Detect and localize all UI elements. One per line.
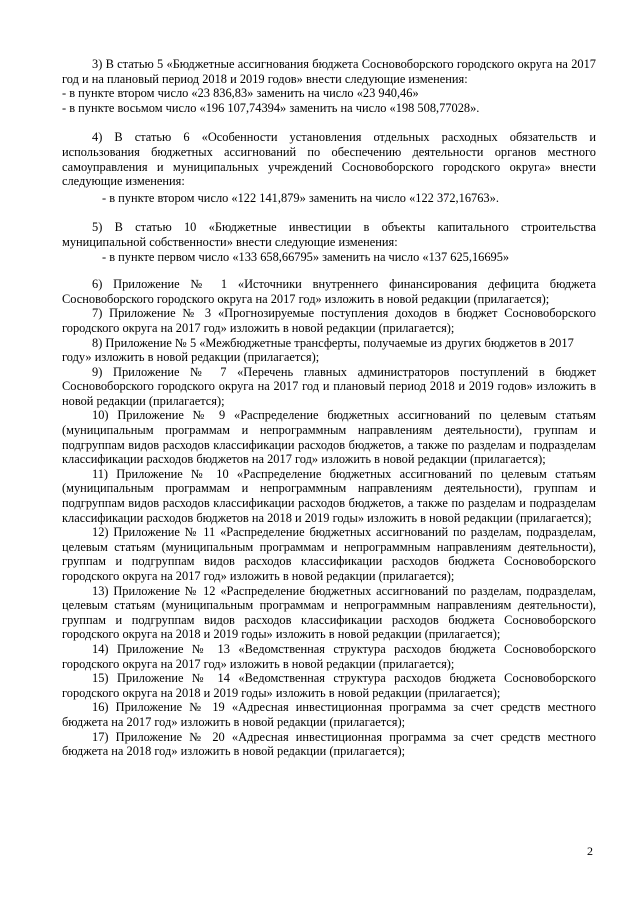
list-item-16: 16) Приложение № 19 «Адресная инвестиционная программа за счет средств местного бюджета на 2017 год» изложить в новой редакции (прилагается); xyxy=(62,700,596,729)
document-page xyxy=(62,57,596,759)
list-item-10: 10) Приложение № 9 «Распределение бюджетных ассигнований по целевым статьям (муниципальным программам и непрограммным направлениям деятельности), группам и подгруппам видов расходов классификации расходов бюджетов, а также по разделам и подразделам классификации расходов бюджетов на 2017 год» изложить в новой редакции (прилагается); xyxy=(62,408,596,467)
list-item-11: 11) Приложение № 10 «Распределение бюджетных ассигнований по целевым статьям (муниципальным программам и непрограммным направлениям деятельности), группам и подгруппам видов расходов классификации расходов бюджетов, а также по разделам и подразделам классификации расходов бюджетов на 2018 и 2019 годы» изложить в новой редакции (прилагается); xyxy=(62,466,596,525)
section-item-4-line-1: - в пункте втором число «122 141,879» заменить на число «122 372,16763». xyxy=(102,190,499,205)
section-item-5-line-1: - в пункте первом число «133 658,66795» заменить на число «137 625,16695» xyxy=(102,249,510,264)
list-item-6: 6) Приложение № 1 «Источники внутреннего финансирования дефицита бюджета Сосновоборского городского округа на 2017 год» изложить в новой редакции (прилагается); xyxy=(62,277,596,306)
section-item-5-intro: 5) В статью 10 «Бюджетные инвестиции в объекты капитального строительства муниципальной собственности» внести следующие изменения: xyxy=(62,220,596,249)
list-item-8: 8) Приложение № 5 «Межбюджетные трансферты, получаемые из других бюджетов в 2017 году» изложить в новой редакции (прилагается); xyxy=(62,335,574,365)
list-item-12: 12) Приложение № 11 «Распределение бюджетных ассигнований по разделам, подразделам, целевым статьям (муниципальным программам и непрограммным направлениям деятельности), группам и подгруппам видов расходов классификации расходов бюджета Сосновоборского городского округа на 2017 год» изложить в новой редакции (прилагается); xyxy=(62,525,596,583)
section-item-3-line-2: - в пункте восьмом число «196 107,74394» заменить на число «198 508,77028». xyxy=(62,100,480,115)
list-item-9: 9) Приложение № 7 «Перечень главных администраторов поступлений в бюджет Сосновоборского городского округа на 2017 год и плановый период 2018 и 2019 годов» изложить в новой редакции (прилагается); xyxy=(62,364,596,408)
list-item-15: 15) Приложение № 14 «Ведомственная структура расходов бюджета Сосновоборского городского округа на 2018 и 2019 годы» изложить в новой редакции (прилагается); xyxy=(62,671,596,700)
list-item-17: 17) Приложение № 20 «Адресная инвестиционная программа за счет средств местного бюджета на 2018 год» изложить в новой редакции (прилагается); xyxy=(62,729,596,759)
page-number: 2 xyxy=(587,844,593,858)
list-item-13: 13) Приложение № 12 «Распределение бюджетных ассигнований по разделам, подразделам, целевым статьям (муниципальным программам и непрограммным направлениям деятельности), группам и подгруппам видов расходов классификации расходов бюджета Сосновоборского городского округа на 2018 и 2019 годы» изложить в новой редакции (прилагается); xyxy=(62,583,596,642)
list-item-14: 14) Приложение № 13 «Ведомственная структура расходов бюджета Сосновоборского городского округа на 2017 год» изложить в новой редакции (прилагается); xyxy=(62,641,596,671)
section-item-4-intro: 4) В статью 6 «Особенности установления отдельных расходных обязательств и использования бюджетных ассигнований по обеспечению деятельности органов местного самоуправления и муниципальных учреждений Сосновоборского городского округа» внести следующие изменения: xyxy=(62,130,596,189)
section-item-3-intro: 3) В статью 5 «Бюджетные ассигнования бюджета Сосновоборского городского округа на 2017 год и на плановый период 2018 и 2019 годов» внести следующие изменения: xyxy=(62,57,596,86)
list-item-7: 7) Приложение № 3 «Прогнозируемые поступления доходов в бюджет Сосновоборского городского округа на 2017 год» изложить в новой редакции (прилагается); xyxy=(62,306,596,335)
section-item-3-line-1: - в пункте втором число «23 836,83» заменить на число «23 940,46» xyxy=(62,86,419,101)
